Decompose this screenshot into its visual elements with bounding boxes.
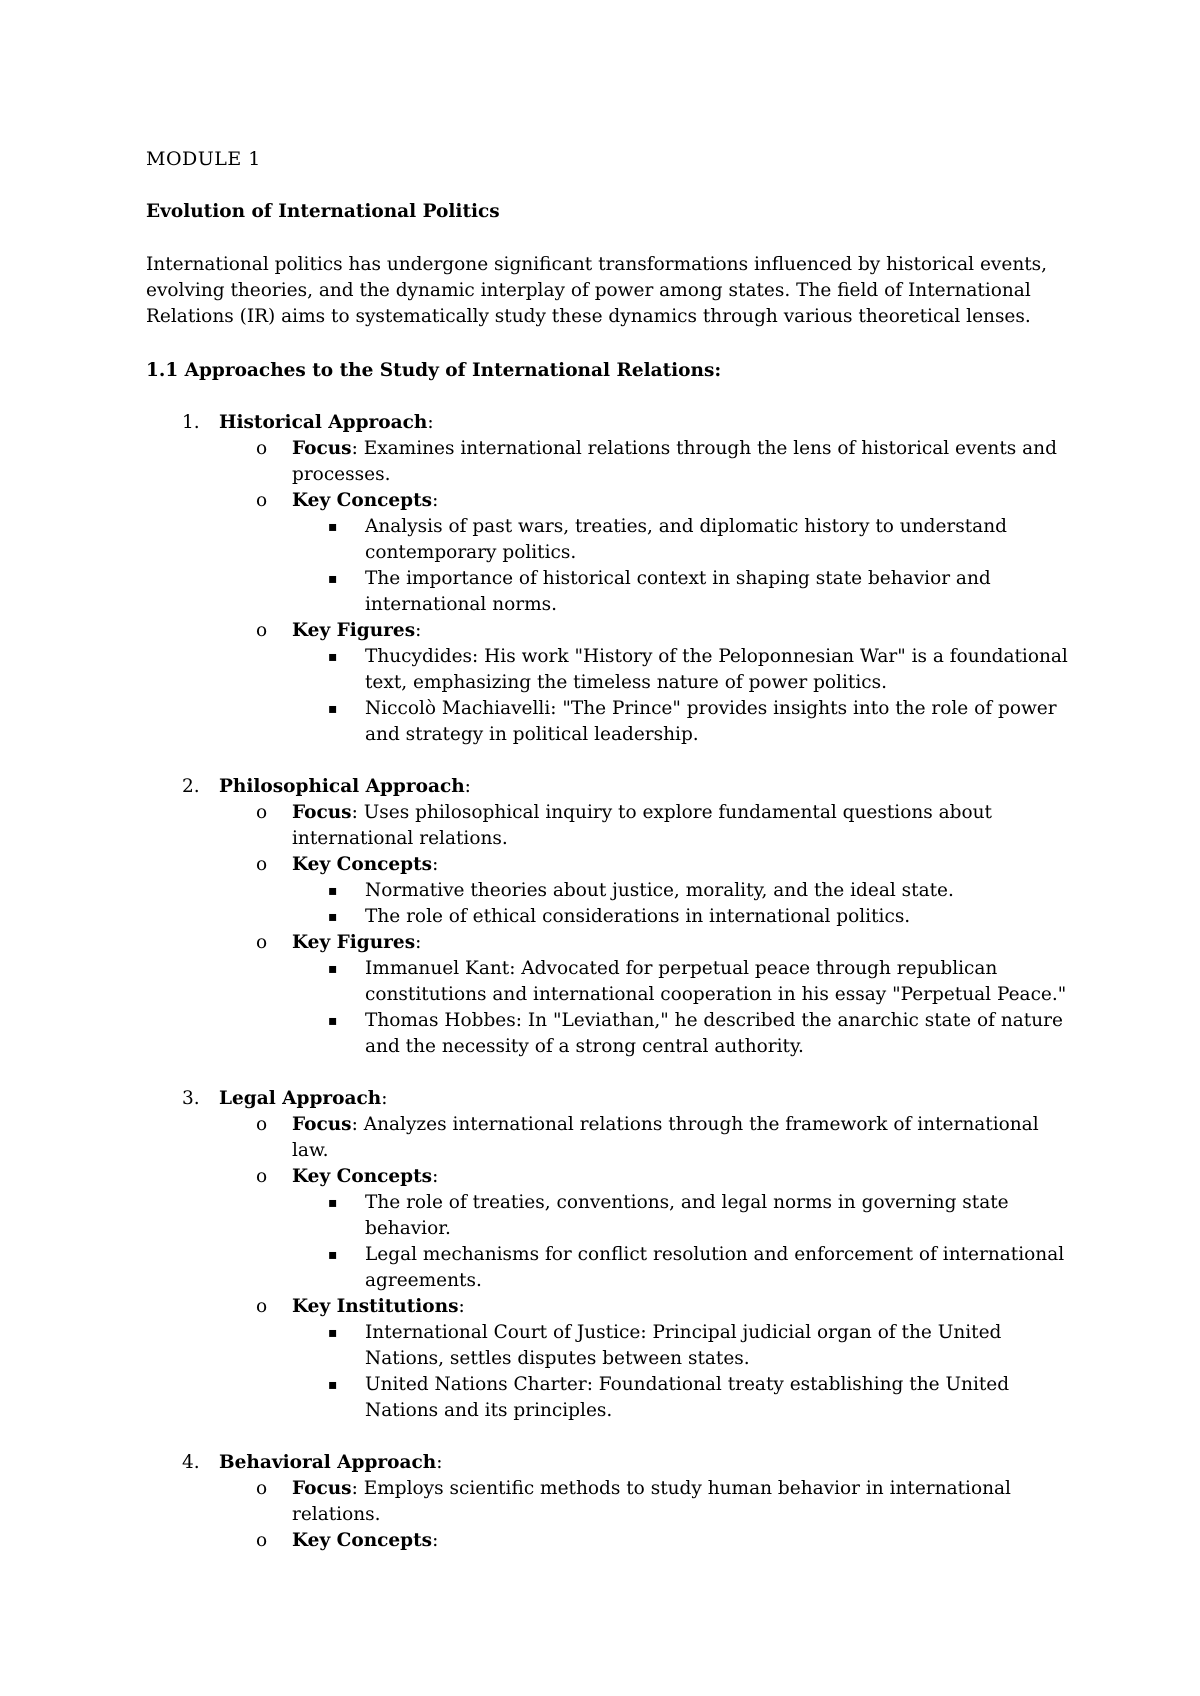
bullet-text: Normative theories about justice, morality, and the ideal state.	[365, 880, 954, 901]
list-number: 4.	[182, 1452, 200, 1473]
bullet-text: Analysis of past wars, treaties, and diplomatic history to understand contemporary politics.	[365, 516, 1007, 563]
square-bullet-icon: ▪	[328, 701, 338, 717]
square-bullet-icon: ▪	[328, 649, 338, 665]
key-figures-label: Key Figures	[292, 932, 416, 953]
list-number: 3.	[182, 1088, 200, 1109]
key-concepts-item: o Key Concepts:	[146, 1528, 1076, 1554]
bullet-text: United Nations Charter: Foundational treaty establishing the United Nations and its principles.	[365, 1374, 1010, 1421]
square-bullet-icon: ▪	[328, 1195, 338, 1211]
bullet-text: Immanuel Kant: Advocated for perpetual peace through republican constitutions and international cooperation in his essay "Perpetual Peace."	[365, 958, 1067, 1005]
circle-bullet-icon: o	[256, 1166, 268, 1187]
module-title: MODULE 1	[146, 148, 261, 170]
intro-paragraph: International politics has undergone significant transformations influenced by historical events, evolving theories, and the dynamic interplay of power among states. The field of International Relations (IR) aims to systematically study these dynamics through various theoretical lenses.	[146, 254, 1048, 327]
key-concepts-label: Key Concepts	[292, 1166, 433, 1187]
concept-bullet	[146, 878, 1076, 904]
document-page	[146, 146, 1076, 1580]
key-figures-label: Key Figures	[292, 620, 416, 641]
key-figures-item: o Key Figures:	[146, 618, 1076, 644]
circle-bullet-icon: o	[256, 438, 268, 459]
concept-bullet	[146, 566, 1076, 618]
square-bullet-icon: ▪	[328, 1325, 338, 1341]
focus-text: Examines international relations through the lens of historical events and processes.	[292, 438, 1057, 485]
approach-philosophical	[146, 774, 1076, 1060]
square-bullet-icon: ▪	[328, 519, 338, 535]
focus-text: Analyzes international relations through the framework of international law.	[292, 1114, 1039, 1161]
approach-heading: 4. Behavioral Approach:	[146, 1450, 1076, 1476]
approach-heading: 1. Historical Approach:	[146, 410, 1076, 436]
square-bullet-icon: ▪	[328, 1013, 338, 1029]
bullet-text: The role of treaties, conventions, and legal norms in governing state behavior.	[365, 1192, 1009, 1239]
bullet-text: Niccolò Machiavelli: "The Prince" provides insights into the role of power and strategy in political leadership.	[365, 698, 1057, 745]
circle-bullet-icon: o	[256, 1530, 268, 1551]
approach-title: Behavioral Approach	[219, 1452, 437, 1473]
approach-title: Philosophical Approach	[219, 776, 465, 797]
figure-bullet	[146, 696, 1076, 748]
approach-legal	[146, 1086, 1076, 1424]
key-concepts-item: o Key Concepts:	[146, 1164, 1076, 1190]
circle-bullet-icon: o	[256, 490, 268, 511]
circle-bullet-icon: o	[256, 620, 268, 641]
square-bullet-icon: ▪	[328, 1247, 338, 1263]
focus-item: o Focus: Examines international relations through the lens of historical events and processes.	[256, 438, 1057, 485]
figure-bullet	[146, 644, 1076, 696]
key-concepts-label: Key Concepts	[292, 854, 433, 875]
figure-bullet	[146, 956, 1076, 1008]
circle-bullet-icon: o	[256, 1114, 268, 1135]
approach-historical	[146, 410, 1076, 748]
approach-behavioral	[146, 1450, 1076, 1554]
bullet-text: Thomas Hobbes: In "Leviathan," he described the anarchic state of nature and the necessity of a strong central authority.	[365, 1010, 1063, 1057]
bullet-text: International Court of Justice: Principal judicial organ of the United Nations, settles disputes between states.	[365, 1322, 1002, 1369]
bullet-text: Thucydides: His work "History of the Peloponnesian War" is a foundational text, emphasizing the timeless nature of power politics.	[365, 646, 1068, 693]
circle-bullet-icon: o	[256, 854, 268, 875]
key-concepts-label: Key Concepts	[292, 1530, 433, 1551]
list-number: 2.	[182, 776, 200, 797]
key-institutions-item: o Key Institutions:	[146, 1294, 1076, 1320]
focus-label: Focus	[292, 802, 352, 823]
key-figures-item: o Key Figures:	[146, 930, 1076, 956]
institution-bullet	[146, 1320, 1076, 1372]
bullet-text: The role of ethical considerations in international politics.	[365, 906, 911, 927]
section-title: Evolution of International Politics	[146, 201, 500, 222]
key-concepts-item: o Key Concepts:	[146, 852, 1076, 878]
bullet-text: Legal mechanisms for conflict resolution and enforcement of international agreements.	[365, 1244, 1065, 1291]
key-institutions-label: Key Institutions	[292, 1296, 459, 1317]
approach-title: Historical Approach	[219, 412, 428, 433]
focus-label: Focus	[292, 1114, 352, 1135]
focus-text: Uses philosophical inquiry to explore fundamental questions about international relations.	[292, 802, 992, 849]
circle-bullet-icon: o	[256, 932, 268, 953]
circle-bullet-icon: o	[256, 802, 268, 823]
focus-label: Focus	[292, 438, 352, 459]
list-number: 1.	[182, 412, 200, 433]
key-concepts-label: Key Concepts	[292, 490, 433, 511]
key-concepts-item: o Key Concepts:	[146, 488, 1076, 514]
square-bullet-icon: ▪	[328, 961, 338, 977]
concept-bullet	[146, 1242, 1076, 1294]
square-bullet-icon: ▪	[328, 909, 338, 925]
approach-title: Legal Approach	[219, 1088, 382, 1109]
focus-item: o Focus: Uses philosophical inquiry to explore fundamental questions about international relations.	[256, 802, 992, 849]
concept-bullet	[146, 514, 1076, 566]
focus-item: o Focus: Employs scientific methods to study human behavior in international relations.	[256, 1478, 1011, 1525]
square-bullet-icon: ▪	[328, 883, 338, 899]
focus-text: Employs scientific methods to study human behavior in international relations.	[292, 1478, 1011, 1525]
approach-heading: 2. Philosophical Approach:	[146, 774, 1076, 800]
square-bullet-icon: ▪	[328, 571, 338, 587]
circle-bullet-icon: o	[256, 1296, 268, 1317]
focus-item: o Focus: Analyzes international relations through the framework of international law.	[256, 1114, 1039, 1161]
approach-heading: 3. Legal Approach:	[146, 1086, 1076, 1112]
circle-bullet-icon: o	[256, 1478, 268, 1499]
concept-bullet	[146, 904, 1076, 930]
square-bullet-icon: ▪	[328, 1377, 338, 1393]
figure-bullet	[146, 1008, 1076, 1060]
focus-label: Focus	[292, 1478, 352, 1499]
subsection-heading: 1.1 Approaches to the Study of International Relations:	[146, 360, 722, 381]
institution-bullet	[146, 1372, 1076, 1424]
concept-bullet	[146, 1190, 1076, 1242]
bullet-text: The importance of historical context in shaping state behavior and international norms.	[365, 568, 991, 615]
